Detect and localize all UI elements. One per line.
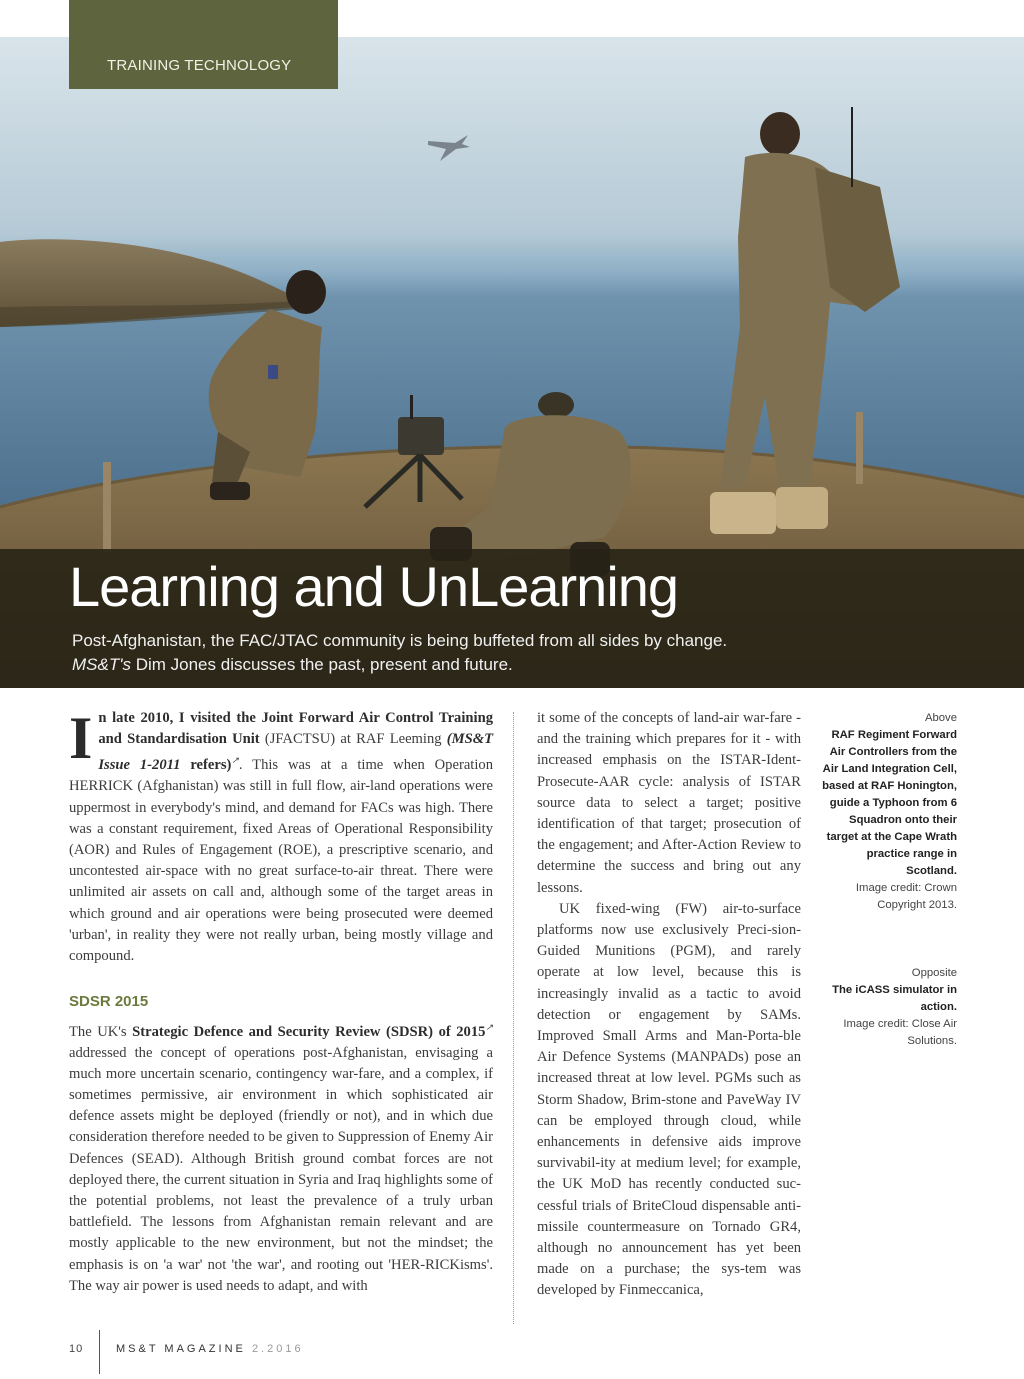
paragraph-intro — [69, 705, 493, 967]
magazine-title: MS&T MAGAZINE — [116, 1343, 246, 1355]
intro-unit: (JFACTSU) at RAF Leeming — [264, 731, 442, 748]
caption-above-credit: Image credit: Crown Copyright 2013. — [855, 882, 957, 911]
caption-above — [820, 710, 957, 914]
sdsr-rest: addressed the concept of operations post-Afghanistan, envisaging a much more uncertain scenario, contingency war-fare, and a complex, if sometimes permissive, air environment in which sophisticated air defence assets might be deployed (friendly or not), and in which due consideration therefore needed to be given to Suppression of Enemy Air Defences (SEAD). Although British ground combat forces are not deployed there, the current situation in Syria and Iraq highlights some of the potential problems, not least the prevalence of a truly urban battlefield. The lessons from Afghanistan remain relevant and are mostly applicable to the new environment, but not the mindset; the emphasis is on 'a war' not 'the war', and rooting out 'HER-RICKisms'. The way air power is used needs to adapt, and with — [69, 1044, 493, 1294]
intro-reference-refers: refers) — [190, 757, 232, 774]
section-tag-label: TRAINING TECHNOLOGY — [107, 57, 292, 74]
intro-rest: . This was at a time when Operation HERRICK (Afghanistan) was still in full flow, air-land operations were uppermost in everybody's mind, and demand for FACs was high. There was a constant requirement, fixed Areas of Operational Responsibility (AOR) and Rules of Engagement (ROE), a prescriptive scenario, and uncontested air-space with no great surface-to-air threat. There were unlimited air assets on call and, although some of the target areas in which ground and air operations were being prosecuted were deemed 'urban', in reality they were not really urban, being mostly village and compound. — [69, 757, 493, 965]
article-title: Learning and UnLearning — [69, 555, 679, 618]
section-tag — [69, 0, 338, 89]
paragraph-continued: it some of the concepts of land-air war-fare - and the training which prepares for it - with increased emphasis on the ISTAR-Ident-Prosecute-AAR cycle: analysis of ISTAR source data to select a target; positive identification of that target; prosecution of the engagement; and After-Action Review to determine the success and bring out any lessons. — [537, 710, 801, 896]
sdsr-lead: The UK's — [69, 1023, 127, 1040]
article-column-2 — [537, 708, 801, 1302]
caption-opposite-text: The iCASS simulator in action. — [832, 984, 957, 1013]
dek-author: Dim Jones — [135, 655, 217, 674]
caption-opposite — [820, 965, 957, 1050]
article-dek — [72, 629, 727, 677]
sdsr-title: Strategic Defence and Security Review (SDSR) of 2015 — [132, 1023, 486, 1040]
link-icon[interactable]: ↗ — [485, 1021, 493, 1032]
caption-above-label: Above — [924, 712, 957, 724]
footer-rule — [99, 1330, 100, 1374]
page-number: 10 — [69, 1343, 84, 1355]
paragraph-sdsr — [69, 1017, 493, 1298]
intro-reference: (MS&T Issue 1-2011 — [98, 731, 493, 774]
article-column-1 — [69, 705, 493, 1297]
caption-above-text: RAF Regiment Forward Air Controllers from the Air Land Integration Cell, based at RAF Honington, guide a Typhoon from 6 Squadron onto their target at the Cape Wrath practice range in Scotland. — [822, 729, 957, 877]
dek-publication: MS&T's — [72, 655, 131, 674]
dek-line-1: Post-Afghanistan, the FAC/JTAC community is being buffeted from all sides by change. — [72, 631, 728, 650]
page-footer — [0, 1333, 1024, 1379]
link-icon[interactable]: ↗ — [231, 755, 239, 766]
caption-opposite-credit: Image credit: Close Air Solutions. — [843, 1018, 957, 1047]
paragraph-fixed-wing: UK fixed-wing (FW) air-to-surface platforms now use exclusively Preci-sion-Guided Munitions (PGM), and rarely operate at low level, because this is increasingly invalid as a tactic to avoid detection or engagement by SAMs. Improved Small Arms and Man-Porta-ble Air Defence Systems (MANPADs) pose an increased threat at low level. PGMs such as Storm Shadow, Brim-stone and PaveWay IV can be employed through cloud, while enhancements in defensive aids improve survivabil-ity at medium level; for example, the UK MoD has recently conducted suc-cessful trials of BriteCloud dispensable anti-missile countermeasure on Tornado GR4, although no announcement has yet been made on a purchase; the sys-tem was developed by Finmeccanica, — [537, 900, 801, 1299]
dek-rest: discusses the past, present and future. — [220, 655, 513, 674]
dek-line-2 — [72, 653, 727, 677]
title-band — [0, 549, 1024, 688]
intro-lead: n late 2010, I visited the Joint Forward Air Control Training and Standardisation Unit — [98, 710, 493, 748]
drop-cap: I — [69, 705, 93, 771]
caption-opposite-label: Opposite — [911, 967, 957, 979]
column-divider — [513, 712, 514, 1324]
magazine-name — [116, 1343, 304, 1355]
subheading-sdsr: SDSR 2015 — [69, 993, 149, 1011]
magazine-issue: 2.2016 — [251, 1343, 304, 1355]
